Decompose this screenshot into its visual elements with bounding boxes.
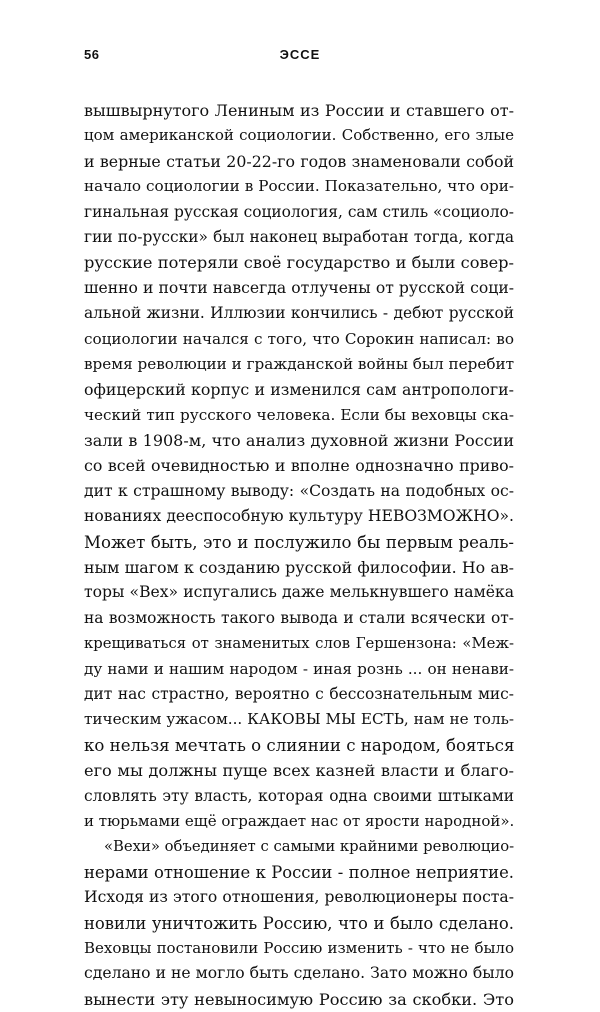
- text-line: ко нельзя мечтать о слиянии с народом, бояться: [84, 735, 514, 755]
- text-line: вышвырнутого Лениным из России и ставшего от-: [84, 101, 514, 120]
- text-line: цом американской социологии. Собственно, его злые: [84, 126, 514, 145]
- text-line: время революции и гражданской войны был перебит: [84, 354, 514, 373]
- page-number: 56: [84, 47, 100, 62]
- text-line: ным шагом к созданию русской философии. Но ав-: [84, 558, 514, 578]
- text-line: крещиваться от знаменитых слов Гершензона: «Меж-: [84, 635, 514, 653]
- text-line: и тюрьмами ещё ограждает нас от ярости народной».: [84, 811, 514, 830]
- text-line: русские потеряли своё государство и были совер-: [84, 253, 514, 273]
- text-line: сделано и не могло быть сделано. Зато можно было: [84, 964, 514, 983]
- text-line: тическим ужасом... КАКОВЫ МЫ ЕСТЬ, нам не толь-: [84, 710, 514, 729]
- text-line: новили уничтожить Россию, что и было сделано.: [84, 913, 514, 933]
- text-line: ческий тип русского человека. Если бы веховцы ска-: [84, 405, 514, 424]
- text-line: Исходя из этого отношения, революционеры поста-: [84, 888, 514, 907]
- text-line: гии по-русски» был наконец выработан тогда, когда: [84, 227, 514, 246]
- text-line: дит к страшному выводу: «Создать на подобных ос-: [84, 481, 514, 500]
- text-line: словлять эту власть, которая одна своими штыками: [84, 786, 514, 805]
- text-line: зали в 1908-м, что анализ духовной жизни России: [84, 431, 514, 451]
- text-line: альной жизни. Иллюзии кончились - дебют русской: [84, 304, 514, 323]
- text-line: вынести эту невыносимую Россию за скобки. Это: [84, 989, 514, 1009]
- text-line: и верные статьи 20-22-го годов знаменовали собой: [84, 151, 514, 171]
- text-line: нерами отношение к России - полное неприятие.: [84, 862, 514, 882]
- running-title: ЭССЕ: [279, 47, 321, 62]
- text-line: торы «Вех» испугались даже мелькнувшего намёка: [84, 583, 514, 602]
- text-line: гинальная русская социология, сам стиль «социоло-: [84, 202, 514, 221]
- text-line: шенно и почти навсегда отлучены от русской соци-: [84, 278, 514, 297]
- text-line: Может быть, это и послужило бы первым реаль-: [84, 532, 514, 552]
- text-line: ду нами и нашим народом - иная рознь ... он ненави-: [84, 659, 514, 678]
- text-line: на возможность такого вывода и стали всячески от-: [84, 608, 514, 627]
- text-line: нованиях дееспособную культуру НЕВОЗМОЖНО».: [84, 507, 514, 526]
- text-line: дит нас страстно, вероятно с бессознательным мис-: [84, 684, 514, 703]
- text-line: начало социологии в России. Показательно, что ори-: [84, 177, 514, 196]
- text-line: социологии начался с того, что Сорокин написал: во: [84, 329, 514, 348]
- paragraph-2: [84, 834, 514, 1012]
- text-line: со всей очевидностью и вполне однозначно приво-: [84, 456, 514, 476]
- text-line: Веховцы постановили Россию изменить - что не было: [84, 938, 514, 957]
- text-line: «Вехи» объединяет с самыми крайними революцио-: [104, 838, 514, 856]
- text-line: его мы должны пуще всех казней власти и благо-: [84, 761, 514, 781]
- paragraph-1: [84, 98, 514, 834]
- text-line: офицерский корпус и изменился сам антропологи-: [84, 380, 514, 400]
- body-text: [84, 98, 514, 1012]
